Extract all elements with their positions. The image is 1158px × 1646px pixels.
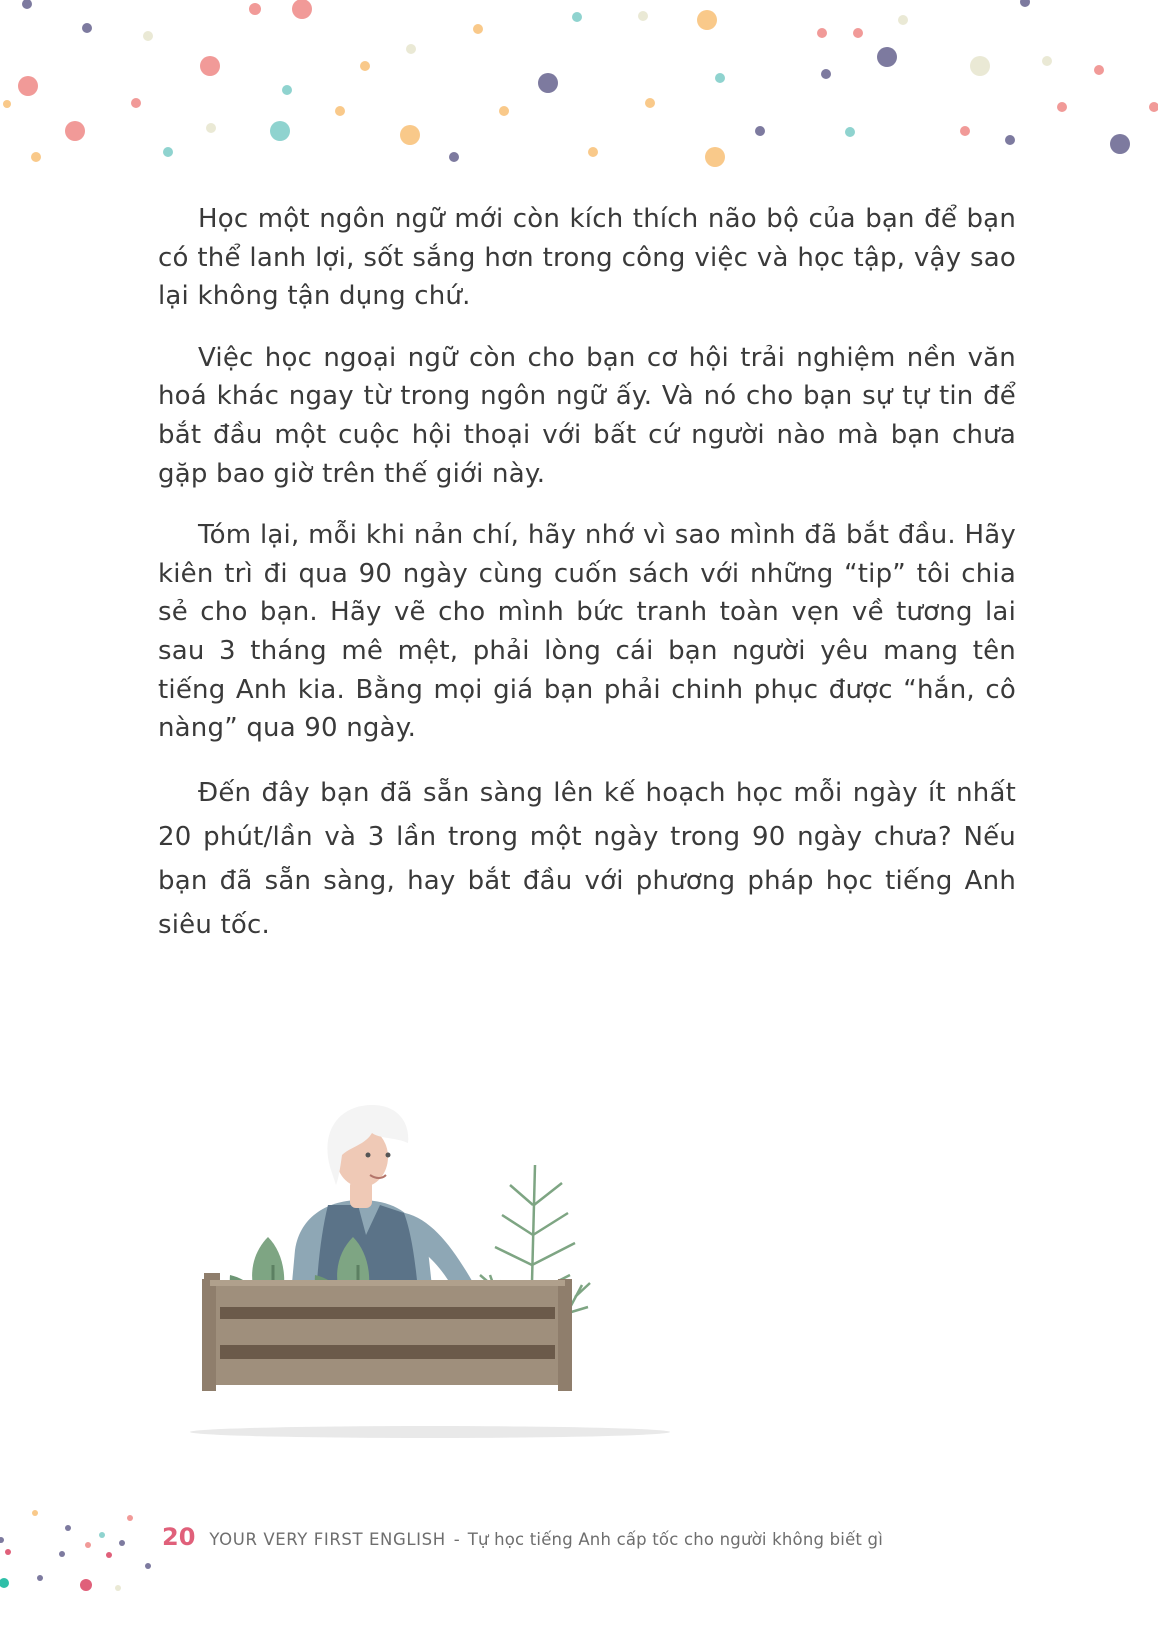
confetti-dots-top <box>0 0 1158 170</box>
elderly-gardener-illustration <box>190 1075 690 1450</box>
ground-shadow <box>190 1426 670 1438</box>
confetti-dots-footer <box>0 1500 160 1600</box>
paragraph-2: Việc học ngoại ngữ còn cho bạn cơ hội trải nghiệm nền văn hoá khác ngay từ trong ngôn ngữ ấy. Và nó cho bạn sự tự tin để bắt đầu một cuộc hội thoại với bất cứ người nào mà bạn chưa gặp bao giờ trên thế giới này. <box>158 342 1016 489</box>
page-number: 20 <box>162 1523 196 1551</box>
article-body <box>158 200 1016 970</box>
paragraph-3: Tóm lại, mỗi khi nản chí, hãy nhớ vì sao mình đã bắt đầu. Hãy kiên trì đi qua 90 ngày cùng cuốn sách với những “tip” tôi chia sẻ cho bạn. Hãy vẽ cho mình bức tranh toàn vẹn về tương lai sau 3 tháng mê mệt, phải lòng cái bạn người yêu mang tên tiếng Anh kia. Bằng mọi giá bạn phải chinh phục được “hắn, cô nàng” qua 90 ngày. <box>158 520 1016 744</box>
paragraph-4: Đến đây bạn đã sẵn sàng lên kế hoạch học mỗi ngày ít nhất 20 phút/lần và 3 lần trong một ngày trong 90 ngày chưa? Nếu bạn đã sẵn sàng, hay bắt đầu với phương pháp học tiếng Anh siêu tốc. <box>158 777 1016 940</box>
page-footer <box>162 1523 883 1551</box>
book-subtitle: Tự học tiếng Anh cấp tốc cho người không biết gì <box>467 1530 883 1549</box>
footer-separator: - <box>453 1530 460 1549</box>
book-title: YOUR VERY FIRST ENGLISH <box>209 1530 446 1549</box>
paragraph-1: Học một ngôn ngữ mới còn kích thích não bộ của bạn để bạn có thể lanh lợi, sốt sắng hơn trong công việc và học tập, vậy sao lại không tận dụng chứ. <box>158 204 1016 312</box>
planter-box <box>202 1273 572 1391</box>
